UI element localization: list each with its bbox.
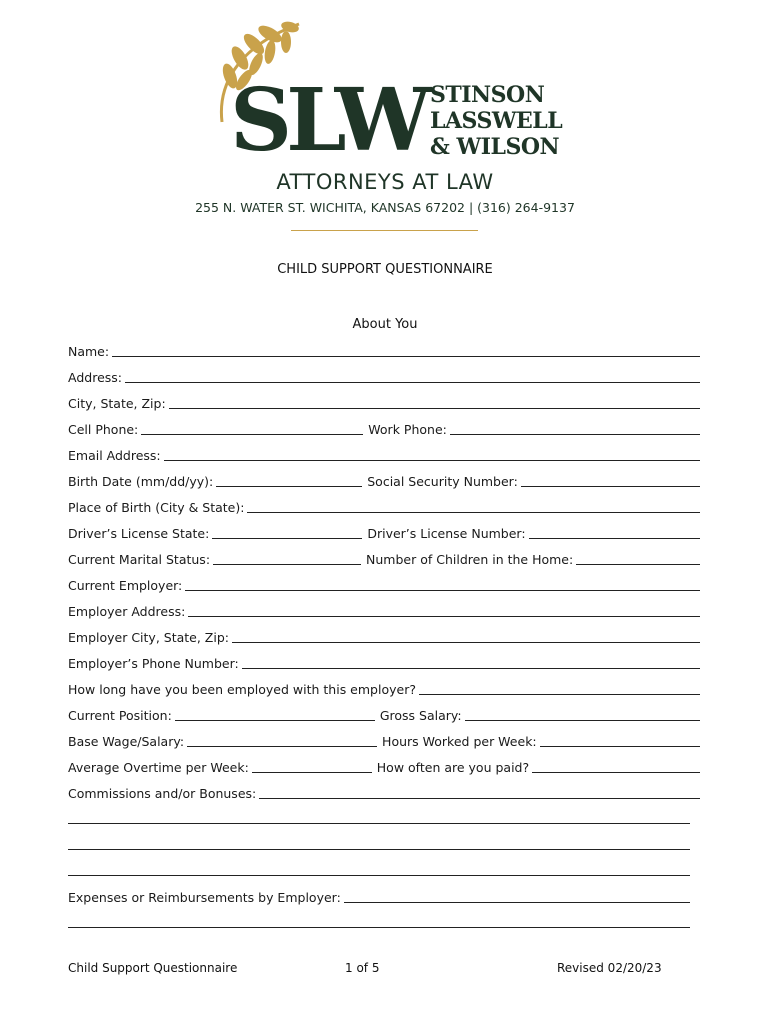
employer-city-field[interactable] [232,630,700,643]
dl-number-label: Driver’s License Number: [367,526,526,541]
employer-city-label: Employer City, State, Zip: [68,630,229,645]
city-state-zip-field[interactable] [169,396,700,409]
firm-logo [200,18,580,171]
base-wage-field[interactable] [187,734,377,747]
email-field[interactable] [164,448,700,461]
children-label: Number of Children in the Home: [366,552,574,567]
ssn-label: Social Security Number: [367,474,518,489]
pay-frequency-field[interactable] [532,760,700,773]
place-of-birth-row [68,498,700,516]
birth-ssn-row [68,472,700,490]
place-of-birth-field[interactable] [247,500,700,513]
overtime-pay-row [68,758,700,776]
email-label: Email Address: [68,448,161,463]
expenses-label: Expenses or Reimbursements by Employer: [68,890,341,905]
commissions-row [68,784,700,802]
firm-name-line1: STINSON [430,82,545,108]
children-field[interactable] [576,552,700,565]
place-of-birth-label: Place of Birth (City & State): [68,500,245,515]
cell-phone-field[interactable] [141,422,363,435]
position-field[interactable] [175,708,375,721]
commissions-line-2[interactable] [68,822,690,824]
birth-date-label: Birth Date (mm/dd/yy): [68,474,214,489]
ssn-field[interactable] [521,474,700,487]
firm-address: 255 N. WATER ST. WICHITA, KANSAS 67202 | (316) 264-9137 [195,200,575,215]
revision-date: Revised 02/20/23 [557,961,662,975]
name-row [68,342,700,360]
dl-state-field[interactable] [212,526,362,539]
employment-length-row [68,680,700,698]
tagline: ATTORNEYS AT LAW [276,170,494,194]
dl-state-label: Driver’s License State: [68,526,210,541]
footer-title: Child Support Questionnaire [68,961,238,975]
address-field[interactable] [125,370,700,383]
hours-field[interactable] [540,734,700,747]
marital-status-label: Current Marital Status: [68,552,211,567]
firm-name-line2: LASSWELL [430,108,563,134]
birth-date-field[interactable] [216,474,362,487]
divider [291,230,478,231]
marital-children-row [68,550,700,568]
address-row [68,368,700,386]
gross-salary-label: Gross Salary: [379,708,462,723]
employer-row [68,576,700,594]
page-number: 1 of 5 [345,961,380,975]
hours-label: Hours Worked per Week: [382,734,537,749]
pay-frequency-label: How often are you paid? [376,760,530,775]
expenses-line-2[interactable] [68,926,690,928]
email-row [68,446,700,464]
commissions-line-4[interactable] [68,874,690,876]
expenses-field[interactable] [344,890,690,903]
wage-hours-row [68,732,700,750]
overtime-label: Average Overtime per Week: [68,760,249,775]
city-state-zip-row [68,394,700,412]
employer-phone-field[interactable] [242,656,700,669]
phone-row [68,420,700,438]
position-salary-row [68,706,700,724]
base-wage-label: Base Wage/Salary: [68,734,185,749]
employment-length-field[interactable] [419,682,700,695]
commissions-field[interactable] [259,786,700,799]
employment-length-label: How long have you been employed with this employer? [68,682,416,697]
form-title: CHILD SUPPORT QUESTIONNAIRE [277,262,493,277]
commissions-line-3[interactable] [68,848,690,850]
overtime-field[interactable] [252,760,372,773]
employer-phone-row [68,654,700,672]
expenses-row [68,888,690,906]
gross-salary-field[interactable] [465,708,700,721]
employer-label: Current Employer: [68,578,183,593]
employer-address-field[interactable] [188,604,700,617]
employer-address-label: Employer Address: [68,604,186,619]
employer-address-row [68,602,700,620]
work-phone-field[interactable] [450,422,700,435]
section-heading: About You [352,317,418,332]
city-state-zip-label: City, State, Zip: [68,396,166,411]
name-label: Name: [68,344,110,359]
position-label: Current Position: [68,708,172,723]
work-phone-label: Work Phone: [368,422,447,437]
firm-name-line3: & WILSON [430,134,560,160]
employer-field[interactable] [185,578,700,591]
employer-city-row [68,628,700,646]
employer-phone-label: Employer’s Phone Number: [68,656,239,671]
marital-status-field[interactable] [213,552,361,565]
name-field[interactable] [112,344,700,357]
address-label: Address: [68,370,122,385]
cell-phone-label: Cell Phone: [68,422,139,437]
dl-number-field[interactable] [529,526,700,539]
drivers-license-row [68,524,700,542]
commissions-label: Commissions and/or Bonuses: [68,786,257,801]
logo-monogram: SLW [230,70,426,171]
